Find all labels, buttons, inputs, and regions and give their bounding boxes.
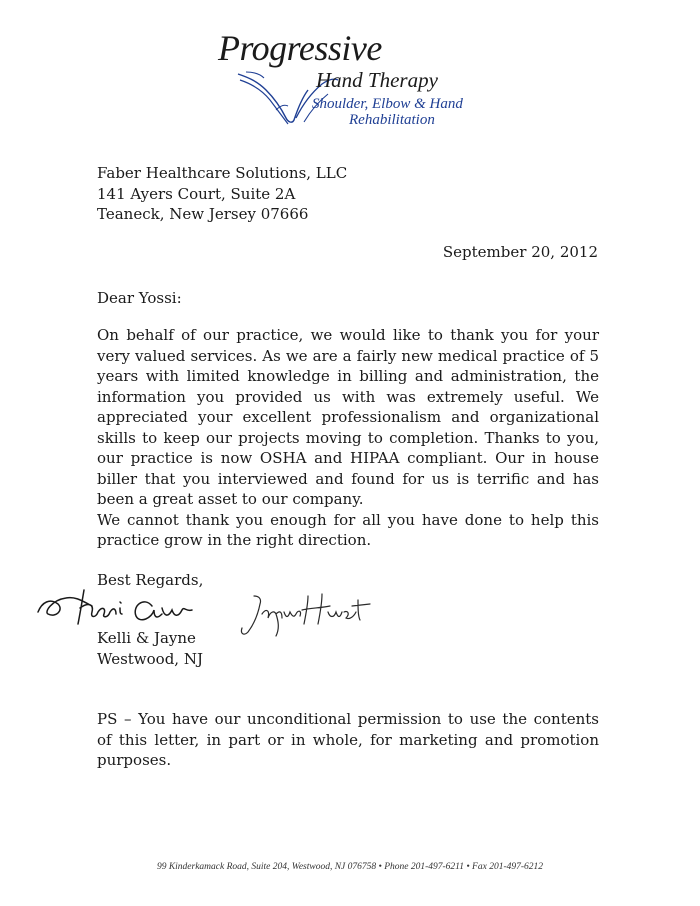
salutation: Dear Yossi: xyxy=(97,289,182,307)
signer-block xyxy=(97,628,203,669)
signature-kelli-icon xyxy=(36,584,216,630)
recipient-city: Teaneck, New Jersey 07666 xyxy=(97,205,309,223)
recipient-address xyxy=(97,163,347,225)
brand-subtitle: Hand Therapy xyxy=(316,68,438,92)
brand-tagline-line2: Rehabilitation xyxy=(349,112,435,128)
brand-name: Progressive xyxy=(218,28,382,68)
closing: Best Regards, xyxy=(97,571,204,589)
signature-jayne-icon xyxy=(236,590,376,638)
postscript: PS – You have our unconditional permission to use the contents of this letter, in part or in whole, for marketing and promotion purposes. xyxy=(97,710,599,769)
body-paragraph-1: On behalf of our practice, we would like to thank you for your very valued services. As we are a fairly new medical practice of 5 years with limited knowledge in billing and administration, the information you provided us with was extremely useful. We appreciated your excellent professionalism and organizational skills to keep our projects moving to completion. Thanks to you, our practice is now OSHA and HIPAA compliant. Our in house biller that you interviewed and found for us is terrific and has been a great asset to our company. xyxy=(97,326,599,508)
letterhead-footer: 99 Kinderkamack Road, Suite 204, Westwood, NJ 076758 • Phone 201-497-6211 • Fax 201-497-6212 xyxy=(156,862,544,872)
letter-body xyxy=(97,325,599,551)
signer-location: Westwood, NJ xyxy=(97,649,203,668)
recipient-name: Faber Healthcare Solutions, LLC xyxy=(97,164,348,182)
letter-date: September 20, 2012 xyxy=(442,243,598,261)
signer-names: Kelli & Jayne xyxy=(97,629,196,647)
letterhead-logo xyxy=(216,30,506,130)
body-paragraph-2: We cannot thank you enough for all you have done to help this practice grow in the right direction. xyxy=(97,510,599,549)
recipient-street: 141 Ayers Court, Suite 2A xyxy=(97,184,296,203)
brand-tagline-line1: Shoulder, Elbow & Hand xyxy=(312,96,463,112)
